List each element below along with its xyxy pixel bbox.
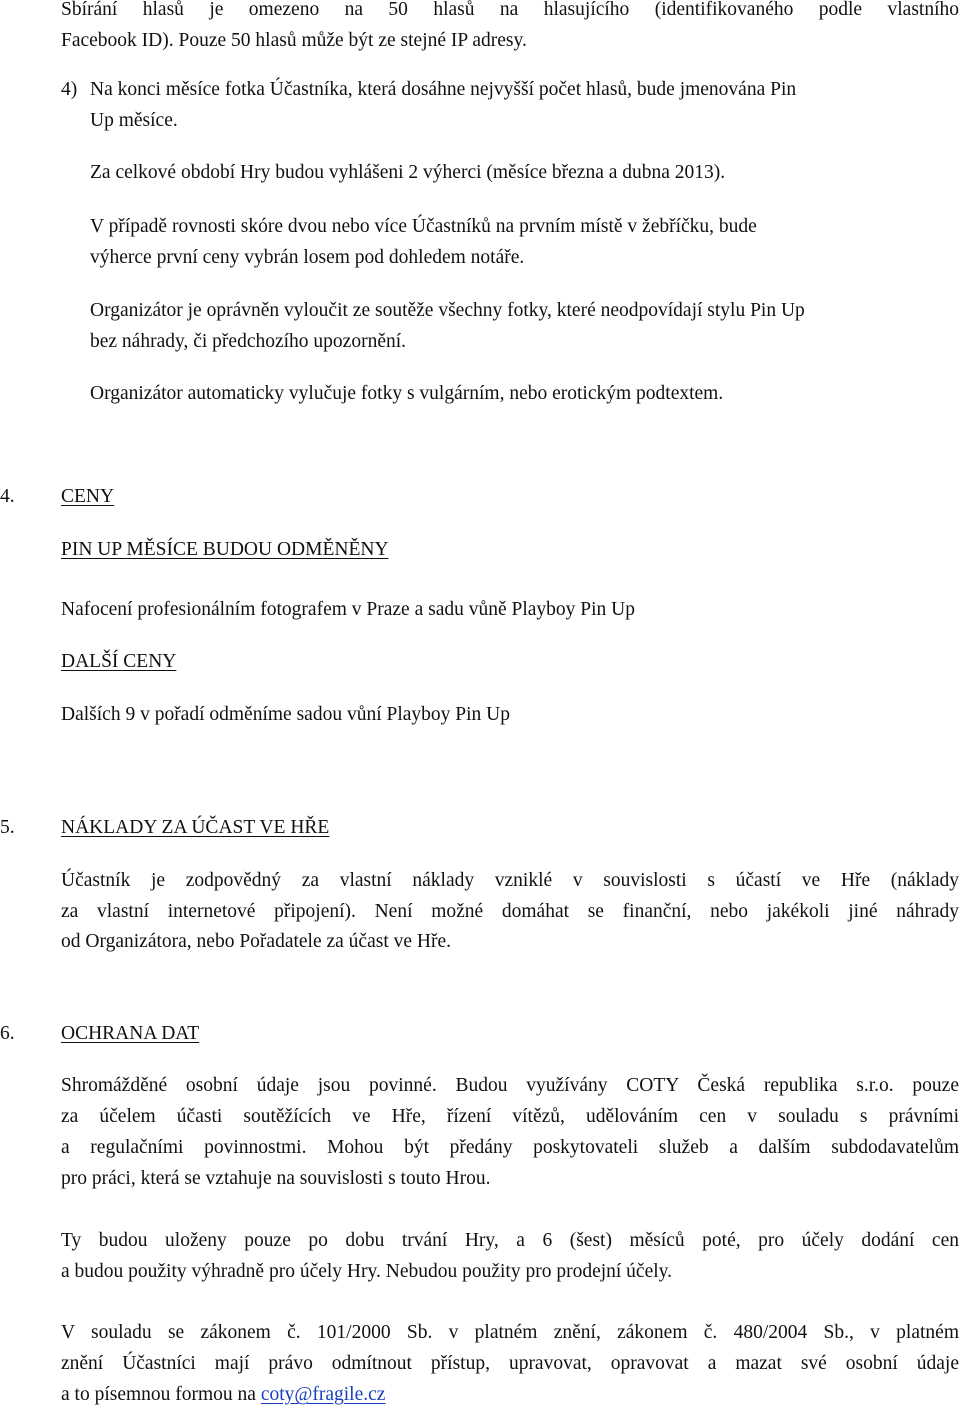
section-4-text-2: Dalších 9 v pořadí odměníme sadou vůní Playboy Pin Up	[61, 704, 510, 725]
section-4-subheading-1: PIN UP MĚSÍCE BUDOU ODMĚNĚNY	[61, 539, 389, 560]
item-4-line-2: Up měsíce.	[90, 110, 178, 131]
intro-line-2: Facebook ID). Pouze 50 hlasů může být ze stejné IP adresy.	[61, 30, 527, 51]
section-6-p3-line-3-prefix: a to písemnou formou na	[61, 1384, 261, 1405]
section-5-line-2: za vlastní internetové připojení). Není možné domáhat se finanční, nebo jakékoli jiné náhrady	[61, 901, 959, 922]
intro-line-1: Sbírání hlasů je omezeno na 50 hlasů na hlasujícího (identifikovaného podle vlastního	[61, 0, 959, 20]
section-6-number: 6.	[0, 1023, 15, 1044]
winners-text: Za celkové období Hry budou vyhlášeni 2 výherci (měsíce března a dubna 2013).	[90, 162, 726, 183]
item-4-number: 4)	[61, 79, 78, 100]
exclude-line-1: Organizátor je oprávněn vyloučit ze soutěže všechny fotky, které neodpovídají stylu Pin Up	[90, 300, 805, 321]
section-5-line-3: od Organizátora, nebo Pořadatele za účast ve Hře.	[61, 931, 452, 952]
section-5-line-1: Účastník je zodpovědný za vlastní náklady vzniklé v souvislosti s účastí ve Hře (náklady	[61, 870, 959, 891]
tie-line-2: výherce první ceny vybrán losem pod dohledem notáře.	[90, 247, 525, 268]
auto-exclude-text: Organizátor automaticky vylučuje fotky s vulgárním, nebo erotickým podtextem.	[90, 383, 724, 404]
section-4-text-1: Nafocení profesionálním fotografem v Praze a sadu vůně Playboy Pin Up	[61, 599, 636, 620]
section-6-p2-line-2: a budou použity výhradně pro účely Hry. Nebudou použity pro prodejní účely.	[61, 1261, 673, 1282]
section-6-p1-line-4: pro práci, která se vztahuje na souvislosti s touto Hrou.	[61, 1168, 491, 1189]
section-4-subheading-2: DALŠÍ CENY	[61, 651, 177, 672]
section-6-p3-line-2: znění Účastníci mají právo odmítnout přístup, upravovat, opravovat a mazat své osobní údaje	[61, 1353, 959, 1374]
section-4-number: 4.	[0, 486, 15, 507]
section-6-p2-line-1: Ty budou uloženy pouze po dobu trvání Hry, a 6 (šest) měsíců poté, pro účely dodání cen	[61, 1230, 959, 1251]
section-5-number: 5.	[0, 817, 15, 838]
section-6-p3-line-3	[61, 1380, 385, 1411]
item-4-line-1: Na konci měsíce fotka Účastníka, která dosáhne nejvyšší počet hlasů, bude jmenována Pin	[90, 79, 797, 100]
section-6-title: OCHRANA DAT	[61, 1023, 200, 1044]
section-6-p1-line-2: za účelem účasti soutěžících ve Hře, řízení vítězů, udělováním cen v souladu s právními	[61, 1106, 959, 1127]
section-4-title: CENY	[61, 486, 115, 507]
section-6-p1-line-1: Shromážděné osobní údaje jsou povinné. Budou využívány COTY Česká republika s.r.o. pouze	[61, 1075, 959, 1096]
email-link[interactable]: coty@fragile.cz	[260, 1384, 386, 1405]
section-6-p1-line-3: a regulačními povinnostmi. Mohou být předány poskytovateli služeb a dalším subdodavatelům	[61, 1137, 959, 1158]
section-6-p3-line-1: V souladu se zákonem č. 101/2000 Sb. v platném znění, zákonem č. 480/2004 Sb., v platném	[61, 1322, 959, 1343]
tie-line-1: V případě rovnosti skóre dvou nebo více Účastníků na prvním místě v žebříčku, bude	[90, 216, 757, 237]
exclude-line-2: bez náhrady, či předchozího upozornění.	[90, 331, 407, 352]
section-5-title: NÁKLADY ZA ÚČAST VE HŘE	[61, 817, 330, 838]
